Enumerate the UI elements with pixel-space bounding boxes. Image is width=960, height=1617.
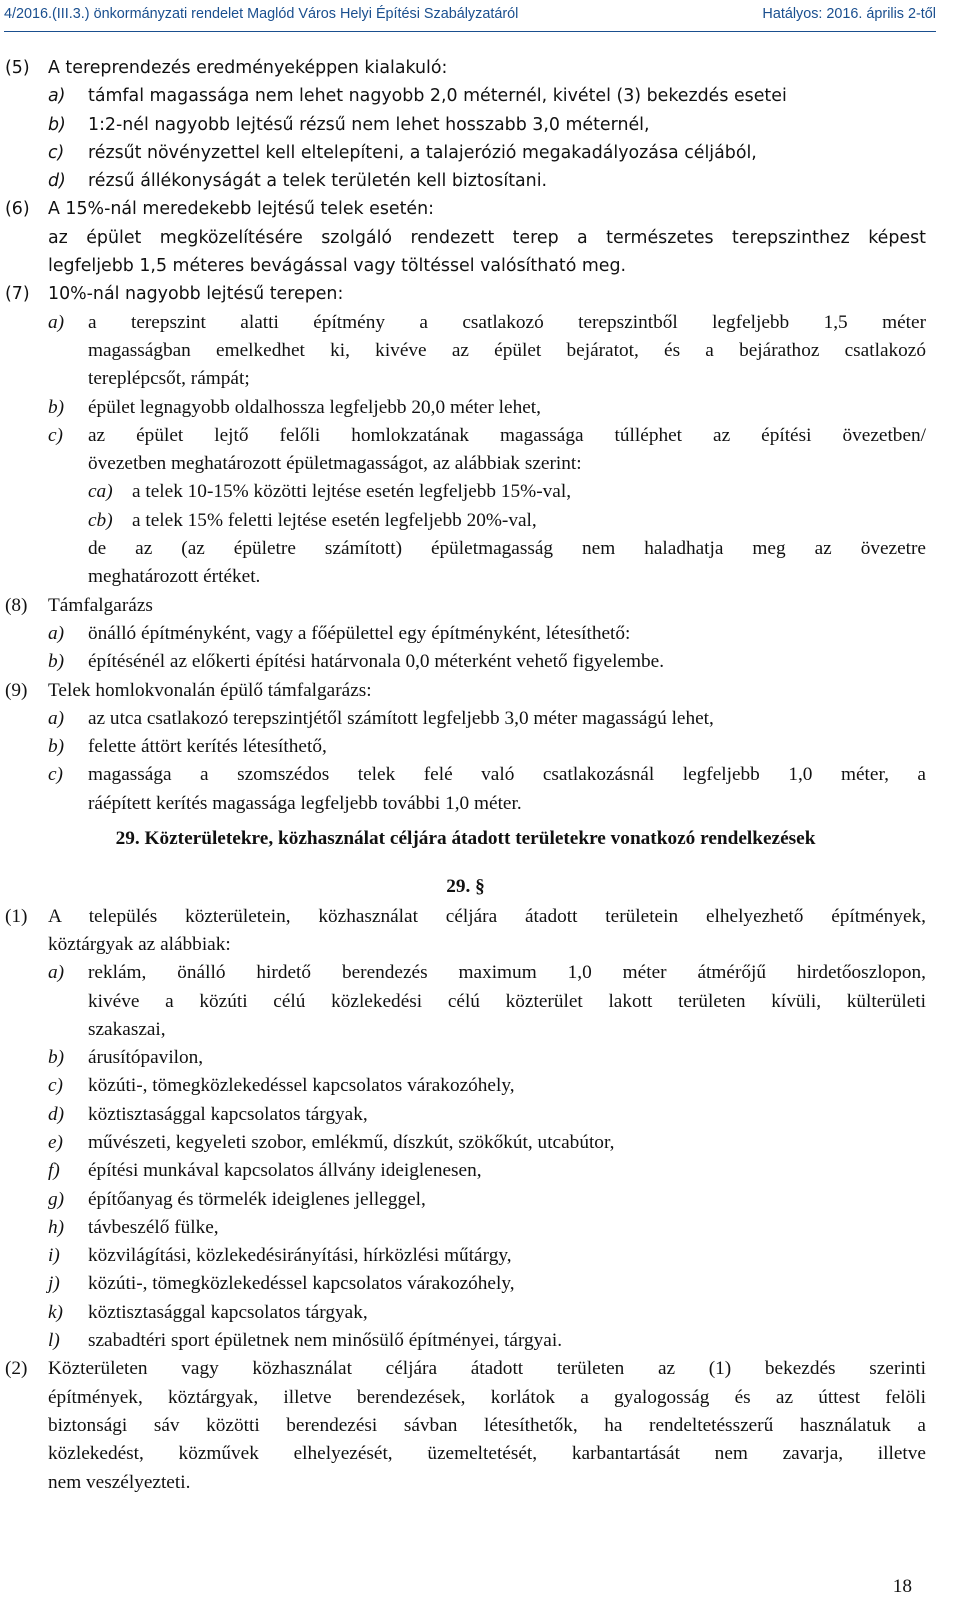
list-item (5, 648, 926, 676)
item-label: a) (48, 311, 65, 333)
paragraph-line (5, 535, 926, 563)
paragraph-text: 10%-nál nagyobb lejtésű terepen: (48, 284, 344, 305)
item-text: művészeti, kegyeleti szobor, emlékmű, díszkút, szökőkút, utcabútor, (88, 1131, 615, 1153)
paragraph-8-intro-line (5, 592, 926, 620)
paragraph-number: (9) (5, 679, 28, 701)
paragraph-line (5, 931, 926, 959)
paragraph-text: köztárgyak az alábbiak: (48, 933, 231, 955)
item-text: közúti-, tömegközlekedéssel kapcsolatos várakozóhely, (88, 1273, 515, 1295)
paragraph-line (5, 1412, 926, 1440)
page-number: 18 (892, 1576, 912, 1597)
item-label: b) (48, 736, 65, 758)
list-item (5, 1072, 926, 1100)
paragraph-number: (6) (5, 199, 30, 220)
list-item (5, 1129, 926, 1157)
item-label: b) (48, 1047, 65, 1069)
item-text: tereplépcsőt, rámpát; (88, 368, 250, 390)
paragraph-number: (1) (5, 905, 28, 927)
list-item (5, 1270, 926, 1298)
sub-list-item (5, 478, 926, 506)
list-item (5, 1044, 926, 1072)
item-text: köztisztasággal kapcsolatos tárgyak, (88, 1103, 368, 1125)
paragraph-text: A település közterületein, közhasználat céljára átadott területein elhelyezhető építmények, (48, 905, 926, 927)
document-body (5, 54, 926, 1497)
paragraph-7-intro-line (5, 280, 926, 308)
header-effective-date: Hatályos: 2016. április 2-től (762, 6, 936, 22)
item-label: b) (48, 114, 66, 135)
paragraph-text: A tereprendezés eredményeképpen kialakuló: (48, 58, 448, 78)
paragraph-text: Közterületen vagy közhasználat céljára átadott területen az (1) bekezdés szerinti (48, 1358, 926, 1380)
item-label: d) (48, 171, 66, 192)
list-item (5, 733, 926, 761)
item-label: c) (48, 764, 63, 786)
list-item (5, 1186, 926, 1214)
item-text: a terepszint alatti építmény a csatlakozó terepszintből legfeljebb 1,5 méter (88, 311, 926, 333)
item-text: felette áttört kerítés létesíthető, (88, 736, 327, 758)
item-text: rézsűt növényzettel kell eltelepíteni, a talajerózió megakadályozása céljából, (88, 142, 757, 163)
item-label: ca) (88, 481, 113, 503)
paragraph-9-intro-line (5, 677, 926, 705)
paragraph-text: Telek homlokvonalán épülő támfalgarázs: (48, 679, 372, 701)
paragraph-number: (8) (5, 594, 28, 616)
item-text: építési munkával kapcsolatos állvány ideiglenesen, (88, 1160, 482, 1182)
item-label: a) (48, 707, 65, 729)
list-item (5, 1299, 926, 1327)
item-label: l) (48, 1330, 60, 1352)
paragraph-text: nem veszélyezteti. (48, 1471, 191, 1493)
list-item (5, 705, 926, 733)
item-label: a) (48, 86, 66, 107)
running-header (4, 6, 936, 28)
item-text: övezetben meghatározott épületmagasságot, az alábbiak szerint: (88, 453, 582, 475)
item-text: az épület lejtő felőli homlokzatának magassága túlléphet az építési övezetben/ (88, 424, 926, 446)
list-item (5, 394, 926, 422)
list-item (5, 111, 926, 139)
item-text: az utca csatlakozó terepszintjétől számított legfeljebb 3,0 méter magasságú lehet, (88, 707, 714, 729)
item-text: a telek 10-15% közötti lejtése esetén legfeljebb 15%-val, (132, 481, 572, 503)
item-text: szabadtéri sport épületnek nem minősülő építményei, tárgyai. (88, 1330, 563, 1352)
paragraph-text: az épület megközelítésére szolgáló rendezett terep a természetes terepszinthez képest (48, 227, 926, 248)
list-item (5, 1327, 926, 1355)
item-text: kivéve a közúti célú közlekedési célú közterület lakott területen kívüli, külterületi (88, 990, 926, 1012)
list-item-continuation (5, 450, 926, 478)
paragraph-text: de az (az épületre számított) épületmagasság nem haladhatja meg az övezetre (88, 538, 926, 560)
item-label: b) (48, 396, 65, 418)
paragraph-line (5, 1384, 926, 1412)
header-title: 4/2016.(III.3.) önkormányzati rendelet Maglód Város Helyi Építési Szabályzatáról (4, 6, 519, 22)
list-item (5, 1157, 926, 1185)
item-label: k) (48, 1301, 63, 1323)
item-label: h) (48, 1216, 65, 1238)
item-text: önálló építményként, vagy a főépülettel egy építményként, létesíthető: (88, 622, 631, 644)
header-rule (4, 31, 936, 32)
paragraph-line (5, 224, 926, 252)
item-text: építőanyag és törmelék ideiglenes jelleggel, (88, 1188, 426, 1210)
item-text: a telek 15% feletti lejtése esetén legfeljebb 20%-val, (132, 509, 537, 531)
paragraph-number: (5) (5, 58, 30, 78)
item-label: b) (48, 651, 65, 673)
paragraph-text: A 15%-nál meredekebb lejtésű telek esetén: (48, 199, 434, 220)
item-label: e) (48, 1131, 63, 1153)
list-item (5, 82, 926, 110)
item-text: rézsű állékonyságát a telek területén kell biztosítani. (88, 171, 548, 192)
list-item-continuation (5, 337, 926, 365)
list-item-continuation (5, 790, 926, 818)
item-label: c) (48, 1075, 63, 1097)
item-text: köztisztasággal kapcsolatos tárgyak, (88, 1301, 368, 1323)
paragraph-sign-heading: 29. § (446, 876, 485, 898)
list-item (5, 620, 926, 648)
paragraph-text: meghatározott értéket. (88, 566, 261, 588)
paragraph-text: építmények, köztárgyak, illetve berendezések, korlátok a gyalogosság és az úttest felöli (48, 1386, 926, 1408)
item-label: f) (48, 1160, 60, 1182)
item-label: a) (48, 962, 65, 984)
list-item (5, 959, 926, 987)
item-text: építésénél az előkerti építési határvonala 0,0 méterként vehető figyelembe. (88, 651, 665, 673)
item-label: c) (48, 424, 63, 446)
item-label: g) (48, 1188, 65, 1210)
paragraph-6-intro-line (5, 195, 926, 223)
section-29-paragraph-2-line (5, 1355, 926, 1383)
item-text: távbeszélő fülke, (88, 1216, 219, 1238)
item-label: d) (48, 1103, 65, 1125)
item-label: j) (48, 1273, 60, 1295)
paragraph-text: biztonsági sáv közötti berendezési sávban létesíthetők, ha rendeltetésszerű használatuk a (48, 1414, 926, 1436)
list-item-continuation (5, 1016, 926, 1044)
paragraph-5-intro-line (5, 54, 926, 82)
paragraph-line (5, 1469, 926, 1497)
list-item (5, 1214, 926, 1242)
item-text: közúti-, tömegközlekedéssel kapcsolatos várakozóhely, (88, 1075, 515, 1097)
section-heading: 29. Közterületekre, közhasználat céljára átadott területekre vonatkozó rendelkezések (115, 828, 816, 850)
list-item-continuation (5, 365, 926, 393)
paragraph-number: (2) (5, 1358, 28, 1380)
item-text: magassága a szomszédos telek felé való csatlakozásnál legfeljebb 1,0 méter, a (88, 764, 926, 786)
item-text: árusítópavilon, (88, 1047, 204, 1069)
list-item-continuation (5, 988, 926, 1016)
item-text: szakaszai, (88, 1018, 166, 1040)
list-item (5, 1101, 926, 1129)
item-text: ráépített kerítés magassága legfeljebb további 1,0 méter. (88, 792, 522, 814)
item-text: 1:2-nél nagyobb lejtésű rézsű nem lehet hosszabb 3,0 méternél, (88, 114, 650, 135)
section-29-paragraph-1-intro (5, 903, 926, 931)
paragraph-number: (7) (5, 284, 30, 305)
item-label: a) (48, 622, 65, 644)
list-item (5, 761, 926, 789)
item-label: c) (48, 142, 65, 163)
paragraph-line (5, 252, 926, 280)
list-item (5, 139, 926, 167)
paragraph-text: Támfalgarázs (48, 594, 153, 616)
item-text: közvilágítási, közlekedésirányítási, hírközlési műtárgy, (88, 1245, 512, 1267)
item-label: cb) (88, 509, 113, 531)
list-item (5, 422, 926, 450)
item-text: magasságban emelkedhet ki, kivéve az épület bejáratot, és a bejárathoz csatlakozó (88, 339, 926, 361)
list-item (5, 1242, 926, 1270)
item-text: épület legnagyobb oldalhossza legfeljebb 20,0 méter lehet, (88, 396, 541, 418)
item-text: reklám, önálló hirdető berendezés maximum 1,0 méter átmérőjű hirdetőoszlopon, (88, 962, 926, 984)
list-item (5, 309, 926, 337)
paragraph-text: legfeljebb 1,5 méteres bevágással vagy töltéssel valósítható meg. (48, 256, 627, 277)
item-label: i) (48, 1245, 60, 1267)
paragraph-text: közlekedést, közművek elhelyezését, üzemeltetését, karbantartását nem zavarja, illetve (48, 1443, 926, 1465)
sub-list-item (5, 507, 926, 535)
item-text: támfal magassága nem lehet nagyobb 2,0 méternél, kivétel (3) bekezdés esetei (88, 86, 787, 107)
list-item (5, 167, 926, 195)
paragraph-line (5, 1440, 926, 1468)
paragraph-line (5, 563, 926, 591)
